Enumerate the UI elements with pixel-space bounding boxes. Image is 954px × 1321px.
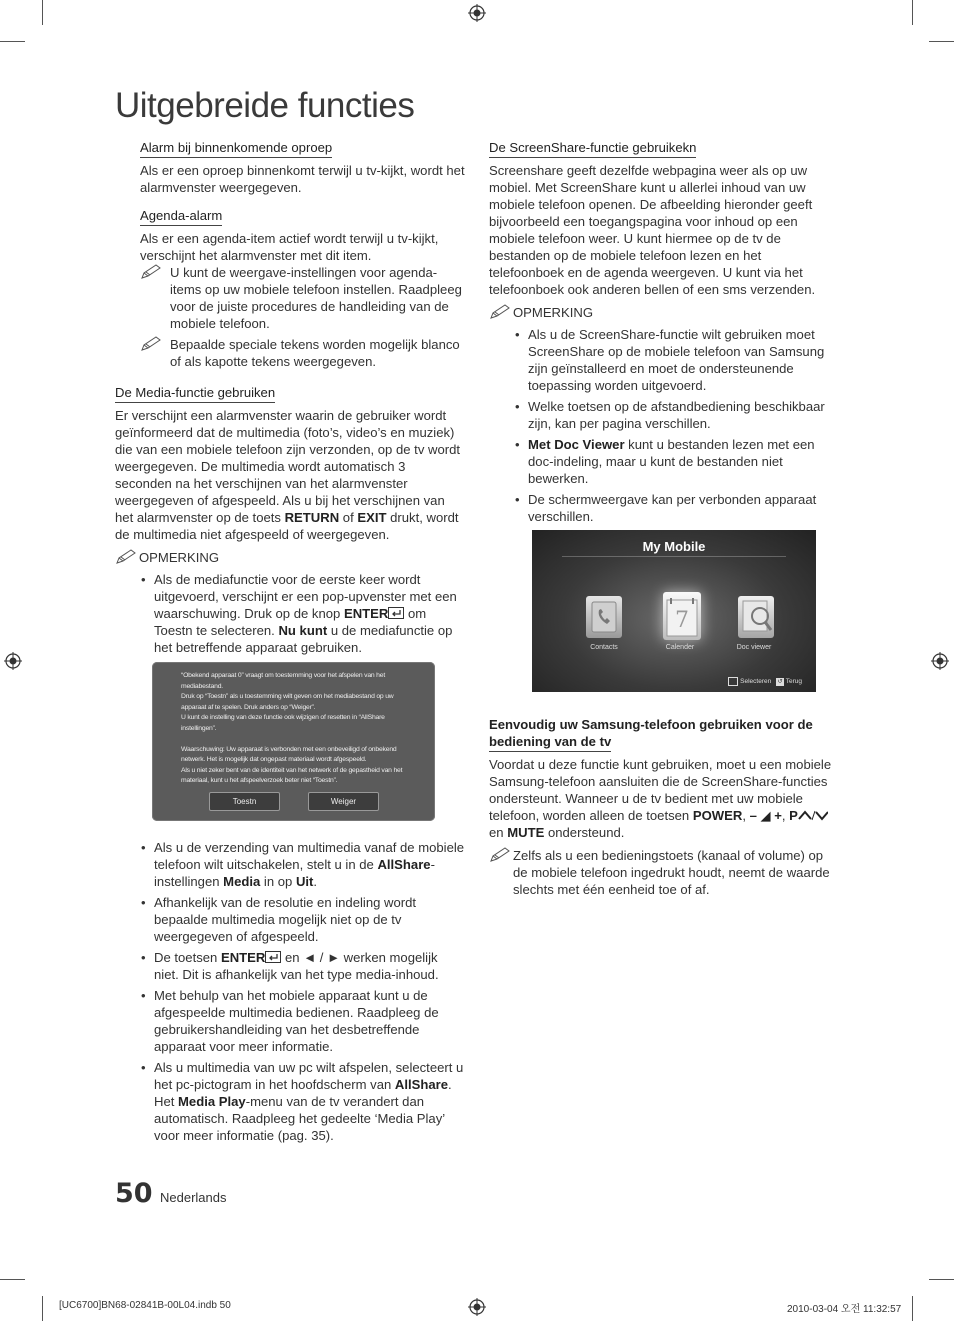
- enter-key-icon: [265, 951, 281, 963]
- my-mobile-title: My Mobile: [642, 539, 706, 554]
- crop-mark: [0, 1279, 25, 1280]
- registration-mark-icon: [468, 1298, 486, 1316]
- calendar-label: Calender: [665, 644, 695, 651]
- pencil-note-icon: [115, 549, 137, 565]
- list-item: • Welke toetsen op de afstandbediening beschikbaar zijn, kan per pagina verschillen.: [515, 399, 825, 431]
- alarm-text: Als er een oproep binnenkomt terwijl u tv-kijkt, wordt het alarmvenster weergegeven.: [140, 163, 465, 195]
- crop-mark: [929, 1279, 954, 1280]
- media-heading: De Media-functie gebruiken: [115, 384, 275, 403]
- list-item: • Met behulp van het mobiele apparaat kunt u de afgespeelde multimedia bedienen. Raadpleeg de gebruikershandleiding van het desbetreffende apparaat voor meer informatie.: [141, 988, 439, 1054]
- crop-mark: [42, 0, 43, 25]
- pencil-note-icon: [489, 304, 511, 320]
- list-item: • Als u de verzending van multimedia vanaf de mobiele telefoon wilt uitschakelen, stelt u in de AllShare-instellingen Media in op Uit.: [141, 840, 465, 889]
- crop-mark: [929, 41, 954, 42]
- contacts-icon[interactable]: [586, 596, 622, 638]
- alarm-heading: Alarm bij binnenkomende oproep: [140, 139, 332, 158]
- pencil-note-icon: [140, 336, 162, 352]
- doc-viewer-label: Doc viewer: [736, 644, 772, 651]
- opmerking-label: OPMERKING: [489, 304, 839, 321]
- agenda-text: Als er een agenda-item actief wordt terwijl u tv-kijkt, verschijnt het alarmvenster met dit item.: [140, 231, 439, 263]
- registration-mark-icon: [931, 652, 949, 670]
- page-language: Nederlands: [160, 1190, 227, 1205]
- dialog-text: “Obekend apparaat 0” vraagt om toestemming voor het afspelen van het mediabestand. Druk op “Toestn” als u toestemming wilt geven om het mediabestand op uw apparaat af te spelen. Druk anders op “Weiger”. U kunt de instelling van deze functie ook wijzigen of resetten in “AllShare instellingen”. Waarschuwing: Uw apparaat is verbonden met een onbeveiligd of onbekend netwerk. Het is mogelijk dat ongepast materiaal wordt afgespeeld. Als u niet zeker bent van de identiteit van het netwerk of de gepastheid van het materiaal, kunt u het afspeelverzoek beter niet “Toestn”.: [181, 672, 403, 785]
- channel-up-down-icon: [798, 810, 828, 821]
- divider: [562, 556, 786, 557]
- page-title: Uitgebreide functies: [115, 86, 415, 125]
- list-item: • Als u de ScreenShare-functie wilt gebruiken moet ScreenShare op de mobiele telefoon van Samsung zijn geïnstalleerd en moet de ondersteunende toepassing worden uitgevoerd.: [515, 327, 825, 393]
- opmerking-label: OPMERKING: [115, 549, 465, 566]
- list-item: • De toetsen ENTER en ◄ / ► werken mogelijk niet. Dit is afhankelijk van het type media-inhoud.: [141, 950, 439, 982]
- media-warning-dialog: [152, 662, 435, 821]
- left-column: [115, 139, 465, 656]
- list-item: • Als de mediafunctie voor de eerste keer wordt uitgevoerd, verschijnt er een pop-upvenster met een waarschuwing. Druk op de knop ENTER om Toestn te selecteren. Nu kunt u de mediafunctie op het betreffende apparaat gebruiken.: [141, 572, 457, 655]
- enter-key-icon: [388, 607, 404, 619]
- calendar-day: 7: [675, 608, 689, 633]
- list-item: • Als u multimedia van uw pc wilt afspelen, selecteert u het pc-pictogram in het hoofdscherm van AllShare. Het Media Play-menu van de tv verandert dan automatisch. Raadpleeg het gedeelte ‘Media Play’ voor meer informatie (pag. 35).: [141, 1060, 464, 1143]
- screenshare-text: Screenshare geeft dezelfde webpagina weer als op uw mobiel. Met ScreenShare kunt u allerlei inhoud van uw mobiele telefoon openen. De afbeelding hieronder geeft bijvoorbeeld een toegangspagina voor inhoud op een mobiele telefoon weer. U kunt hiermee op de tv de bestanden op de mobiele telefoon lezen en het telefoonboek en de agenda weergeven. U kunt via het telefoonboek ook anderen bellen of een sms verzenden.: [489, 163, 816, 297]
- screenshare-heading: De ScreenShare-functie gebruikekn: [489, 139, 696, 158]
- agenda-note-2: Bepaalde speciale tekens worden mogelijk blanco of als kapotte tekens weergegeven.: [170, 337, 460, 369]
- enter-key-icon: [728, 677, 738, 686]
- crop-mark: [42, 1296, 43, 1321]
- doc-viewer-icon[interactable]: [738, 596, 774, 638]
- pencil-note-icon: [489, 847, 511, 863]
- note: Zelfs als u een bedieningstoets (kanaal of volume) op de mobiele telefoon ingedrukt houdt, neemt de waarde slechts met één eenheid toe of af.: [489, 847, 839, 898]
- contacts-label: Contacts: [590, 644, 618, 651]
- list-item: • Afhankelijk van de resolutie en indeling wordt bepaalde multimedia mogelijk niet op de tv weergegeven of afgespeeld.: [141, 895, 417, 944]
- agenda-note-1: U kunt de weergave-instellingen voor agenda-items op uw mobiele telefoon instellen. Raadpleeg voor de juiste procedures de handleiding van de mobiele telefoon.: [170, 265, 462, 331]
- left-column-lower: [115, 839, 465, 1144]
- right-column-lower: [489, 716, 839, 898]
- footer-file-info: [UC6700]BN68-02841B-00L04.indb 50: [59, 1300, 231, 1311]
- easy-heading: Eenvoudig uw Samsung-telefoon gebruiken voor de bediening van de tv: [489, 716, 839, 752]
- list-item: • De schermweergave kan per verbonden apparaat verschillen.: [515, 492, 817, 524]
- crop-mark: [0, 41, 25, 42]
- note: [140, 264, 465, 332]
- return-key-icon: ↺: [777, 678, 783, 685]
- media-text: Er verschijnt een alarmvenster waarin de gebruiker wordt geïnformeerd dat de multimedia (foto’s, video’s en muziek) die van een mobiele telefoon zijn verzonden, op de tv wordt weergegeven. De multimedia wordt automatisch 3 seconden na het verschijnen van het alarmvenster weergegeven of afgespeeld. Als u bij het verschijnen van het alarmvenster op de toets RETURN of EXIT drukt, wordt de multimedia niet afgespeeld of weergegeven.: [115, 408, 461, 542]
- page-number: 50: [115, 1178, 153, 1209]
- crop-mark: [912, 0, 913, 25]
- registration-mark-icon: [468, 4, 486, 22]
- my-mobile-screen: [532, 530, 816, 692]
- right-column: [489, 139, 839, 525]
- footer-timestamp: 2010-03-04 오전 11:32:57: [787, 1304, 902, 1315]
- agenda-heading: Agenda-alarm: [140, 207, 222, 226]
- pencil-note-icon: [140, 264, 162, 280]
- registration-mark-icon: [4, 652, 22, 670]
- calendar-icon[interactable]: [663, 592, 701, 640]
- deny-button[interactable]: Weiger: [308, 792, 379, 811]
- mobile-hint-bar: Selecteren ↺ Terug: [728, 677, 802, 686]
- allow-button[interactable]: Toestn: [209, 792, 280, 811]
- list-item: • Met Doc Viewer kunt u bestanden lezen met een doc-indeling, maar u kunt de bestanden niet bewerken.: [515, 437, 815, 486]
- note: [140, 336, 465, 370]
- crop-mark: [912, 1296, 913, 1321]
- easy-text: Voordat u deze functie kunt gebruiken, moet u een mobiele Samsung-telefoon aansluiten die de ScreenShare-functies ondersteunt. Wanneer u de tv bedient met uw mobiele telefoon, worden alleen de toetsen POWER, – ◢ +, P en MUTE ondersteund.: [489, 757, 832, 840]
